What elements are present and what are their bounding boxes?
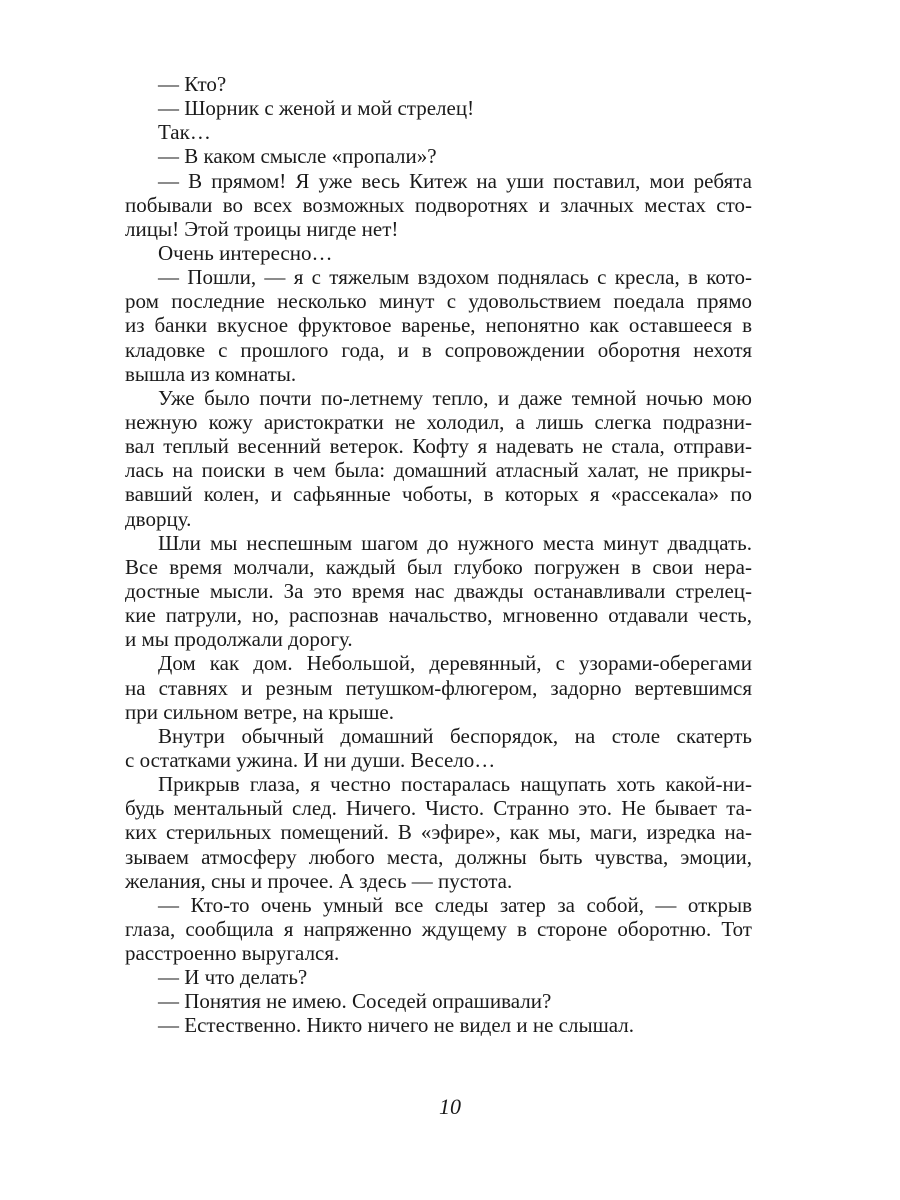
text-line: будь ментальный след. Ничего. Чисто. Странно это. Не бывает та-: [125, 796, 752, 821]
text-line: лицы! Этой троицы нигде нет!: [125, 216, 399, 241]
text-line: — Шорник с женой и мой стрелец!: [158, 96, 475, 121]
text-line: Очень интересно…: [158, 240, 333, 265]
text-line: из банки вкусное фруктовое варенье, непонятно как оставшееся в: [125, 313, 752, 338]
page-body-text: [125, 72, 752, 1038]
text-line: вал теплый весенний ветерок. Кофту я надевать не стала, отправи-: [125, 434, 752, 459]
text-line: кладовке с прошлого года, и в сопровождении оборотня нехотя: [125, 337, 752, 362]
text-line: — И что делать?: [158, 965, 308, 990]
text-line: вавший колен, и сафьянные чоботы, в которых я «рассекала» по: [125, 482, 752, 507]
text-line: Внутри обычный домашний беспорядок, на столе скатерть: [158, 723, 752, 748]
text-line: при сильном ветре, на крыше.: [125, 699, 394, 724]
text-line: — В каком смысле «пропали»?: [158, 144, 437, 169]
text-line: — Кто-то очень умный все следы затер за собой, — открыв: [158, 892, 752, 917]
page-number: 10: [439, 1094, 461, 1119]
text-line: — Понятия не имею. Соседей опрашивали?: [158, 989, 552, 1014]
text-line: и мы продолжали дорогу.: [125, 627, 353, 652]
text-line: ких стерильных помещений. В «эфире», как мы, маги, изредка на-: [125, 820, 752, 845]
text-line: вышла из комнаты.: [125, 361, 297, 386]
text-line: расстроенно выругался.: [125, 941, 340, 966]
text-line: Прикрыв глаза, я честно постаралась нащупать хоть какой-ни-: [158, 772, 752, 797]
text-line: желания, сны и прочее. А здесь — пустота.: [125, 868, 513, 893]
text-line: — Кто?: [158, 72, 227, 96]
text-line: на ставнях и резным петушком-флюгером, задорно вертевшимся: [125, 675, 752, 700]
text-line: с остатками ужина. И ни души. Весело…: [125, 747, 496, 772]
text-line: глаза, сообщила я напряженно ждущему в стороне оборотню. Тот: [125, 916, 752, 941]
text-line: побывали во всех возможных подворотнях и злачных местах сто-: [125, 192, 752, 217]
text-line: Все время молчали, каждый был глубоко погружен в свои нера-: [125, 554, 752, 579]
text-line: ром последние несколько минут с удовольствием поедала прямо: [125, 289, 752, 314]
text-line: достные мысли. За это время нас дважды останавливали стрелец-: [125, 578, 752, 603]
text-line: зываем атмосферу любого места, должны быть чувства, эмоции,: [125, 844, 752, 869]
text-line: — Пошли, — я с тяжелым вздохом поднялась с кресла, в кото-: [158, 265, 752, 290]
text-line: Дом как дом. Небольшой, деревянный, с узорами-оберегами: [158, 651, 752, 676]
text-line: Уже было почти по-летнему тепло, и даже темной ночью мою: [158, 385, 752, 410]
text-line: дворцу.: [125, 506, 192, 531]
text-line: кие патрули, но, распознав начальство, мгновенно отдавали честь,: [125, 603, 752, 628]
text-line: Шли мы неспешным шагом до нужного места минут двадцать.: [158, 530, 752, 555]
text-line: лась на поиски в чем была: домашний атласный халат, не прикры-: [125, 458, 752, 483]
text-line: — В прямом! Я уже весь Китеж на уши поставил, мои ребята: [158, 168, 752, 193]
text-line: — Естественно. Никто ничего не видел и не слышал.: [158, 1013, 634, 1038]
text-line: нежную кожу аристократки не холодил, а лишь слегка подразни-: [125, 409, 752, 434]
text-line: Так…: [158, 120, 211, 145]
